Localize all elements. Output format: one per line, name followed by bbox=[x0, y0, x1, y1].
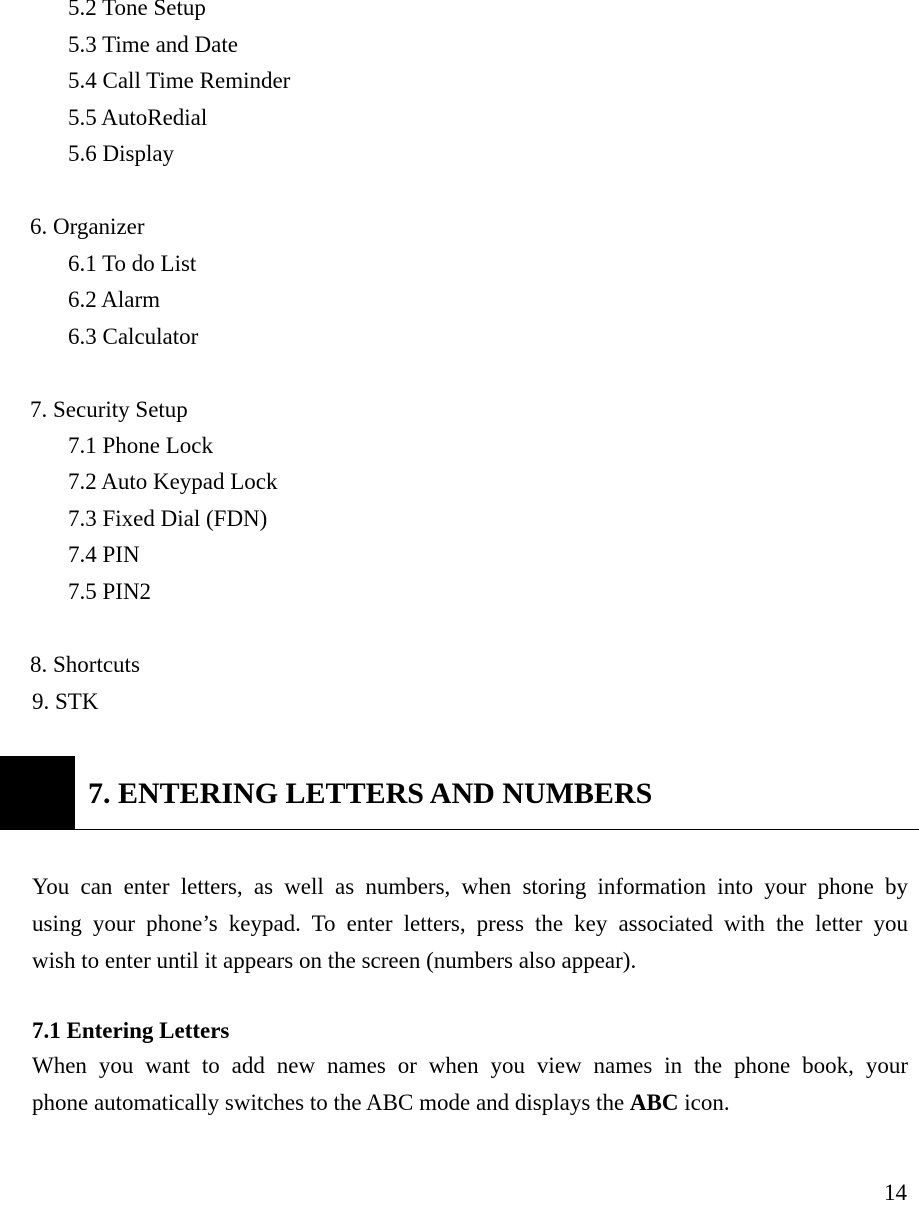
menu-item-calculator: 6.3 Calculator bbox=[68, 324, 199, 349]
intro-line: using your phone’s keypad. To enter letters, press the key associated with the letter you bbox=[32, 911, 908, 936]
menu-item-fixed-dial: 7.3 Fixed Dial (FDN) bbox=[68, 506, 268, 531]
menu-item-auto-keypad-lock: 7.2 Auto Keypad Lock bbox=[68, 469, 278, 494]
menu-item-to-do-list: 6.1 To do List bbox=[68, 251, 197, 276]
menu-group-organizer: 6. Organizer bbox=[30, 214, 145, 239]
intro-line: wish to enter until it appears on the screen (numbers also appear). bbox=[32, 948, 637, 973]
menu-group-security-setup: 7. Security Setup bbox=[30, 397, 188, 422]
page-number: 14 bbox=[884, 1180, 907, 1205]
menu-item-display: 5.6 Display bbox=[68, 141, 175, 166]
menu-item-phone-lock: 7.1 Phone Lock bbox=[68, 433, 214, 458]
abc-label: ABC bbox=[629, 1090, 679, 1115]
menu-group-shortcuts: 8. Shortcuts bbox=[30, 652, 140, 677]
subsection-line: When you want to add new names or when you view names in the phone book, your bbox=[32, 1053, 908, 1078]
menu-item-autoredial: 5.5 AutoRedial bbox=[68, 105, 208, 130]
menu-item-pin: 7.4 PIN bbox=[68, 542, 140, 567]
menu-group-stk: 9. STK bbox=[32, 689, 99, 714]
menu-item-tone-setup: 5.2 Tone Setup bbox=[68, 0, 206, 20]
section-title: 7. ENTERING LETTERS AND NUMBERS bbox=[88, 777, 653, 810]
subsection-title: 7.1 Entering Letters bbox=[32, 1018, 230, 1043]
intro-paragraph bbox=[32, 868, 908, 979]
subsection-paragraph bbox=[32, 1047, 908, 1121]
section-marker-block bbox=[0, 756, 75, 830]
menu-item-pin2: 7.5 PIN2 bbox=[68, 579, 152, 604]
menu-item-call-time-reminder: 5.4 Call Time Reminder bbox=[68, 68, 291, 93]
subsection-line bbox=[32, 1084, 908, 1121]
menu-item-alarm: 6.2 Alarm bbox=[68, 287, 160, 312]
section-divider bbox=[0, 829, 919, 830]
subsection-text: phone automatically switches to the ABC mode and displays the bbox=[32, 1090, 630, 1115]
menu-item-time-and-date: 5.3 Time and Date bbox=[68, 32, 238, 57]
subsection-text: icon. bbox=[678, 1090, 730, 1115]
intro-line: You can enter letters, as well as numbers, when storing information into your phone by bbox=[32, 874, 908, 899]
